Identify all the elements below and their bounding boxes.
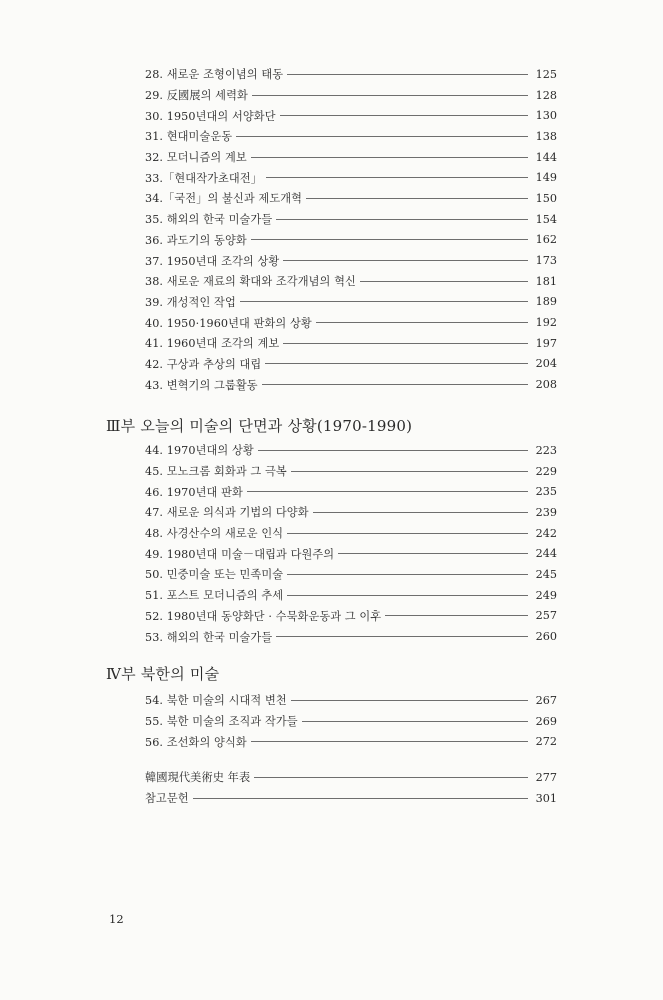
toc-entry-title: 44. 1970년대의 상황 [145,444,254,458]
toc-leader-line [247,491,528,492]
toc-entry-page-number: 244 [535,547,557,561]
toc-leader-line [306,198,528,199]
page-number: 12 [109,912,124,926]
toc-entry-title: 39. 개성적인 작업 [145,295,236,309]
toc-entry-page-number: 272 [535,735,557,749]
toc-leader-line [313,512,528,513]
toc-entry-page-number: 260 [535,630,557,644]
toc-entry-title: 韓國現代美術史 年表 [145,771,251,785]
toc-entry-title: 30. 1950년대의 서양화단 [145,109,276,123]
toc-leader-line [240,301,528,302]
toc-entry-page-number: 192 [535,316,557,330]
toc-entry-title: 34.「국전」의 불신과 제도개혁 [145,192,303,206]
toc-leader-line [276,219,528,220]
toc-entry-title: 42. 구상과 추상의 대립 [145,357,262,371]
toc-entry-page-number: 267 [535,693,557,707]
toc-entry-page-number: 242 [535,526,557,540]
toc-entry [145,147,557,168]
toc-leader-line [360,281,528,282]
toc-group-part3 [145,440,557,647]
toc-leader-line [338,553,528,554]
toc-entry-page-number: 269 [535,714,557,728]
toc-entry-page-number: 162 [535,233,557,247]
toc-entry-title: 55. 북한 미술의 조직과 작가들 [145,715,298,729]
toc-entry-page-number: 239 [535,505,557,519]
toc-leader-line [287,595,528,596]
toc-entry [145,461,557,482]
toc-entry [145,209,557,230]
toc-group-part2-continued [145,64,557,395]
toc-leader-line [251,239,528,240]
toc-leader-line [287,533,528,534]
part-heading-4: Ⅳ부 북한의 미술 [106,665,220,683]
toc-entry-title: 40. 1950·1960년대 판화의 상황 [145,316,312,330]
toc-entry [145,711,557,732]
toc-entry [145,188,557,209]
toc-entry-title: 43. 변혁기의 그룹활동 [145,378,258,392]
toc-leader-line [258,450,528,451]
toc-entry-page-number: 138 [535,129,557,143]
toc-leader-line [316,322,528,323]
toc-entry-title: 49. 1980년대 미술－대립과 다원주의 [145,547,335,561]
toc-leader-line [193,798,528,799]
toc-entry-title: 35. 해외의 한국 미술가들 [145,213,273,227]
toc-entry [145,250,557,271]
toc-leader-line [283,260,528,261]
toc-entry-page-number: 144 [535,150,557,164]
toc-entry [145,767,557,788]
toc-leader-line [302,721,528,722]
toc-entry-page-number: 154 [535,212,557,226]
toc-entry-page-number: 245 [535,567,557,581]
toc-entry [145,543,557,564]
toc-entry [145,64,557,85]
toc-entry [145,585,557,606]
toc-entry-page-number: 204 [535,357,557,371]
toc-leader-line [276,636,528,637]
toc-entry [145,690,557,711]
toc-entry-page-number: 150 [535,191,557,205]
toc-leader-line [291,471,528,472]
toc-entry [145,292,557,313]
toc-entry-page-number: 130 [535,109,557,123]
toc-entry-title: 29. 反國展의 세력화 [145,89,248,103]
toc-entry-title: 47. 새로운 의식과 기법의 다양화 [145,506,309,520]
toc-entry-page-number: 249 [535,588,557,602]
toc-entry [145,788,557,809]
toc-entry-page-number: 189 [535,295,557,309]
toc-entry-page-number: 128 [535,88,557,102]
toc-entry [145,626,557,647]
toc-leader-line [252,95,528,96]
toc-leader-line [280,115,528,116]
toc-entry [145,167,557,188]
toc-entry-page-number: 173 [535,254,557,268]
toc-entry-title: 28. 새로운 조형이념의 태동 [145,68,284,82]
toc-entry-page-number: 125 [535,67,557,81]
toc-entry-page-number: 208 [535,378,557,392]
toc-leader-line [251,741,528,742]
toc-entry-page-number: 149 [535,171,557,185]
toc-entry-title: 38. 새로운 재료의 확대와 조각개념의 혁신 [145,275,356,289]
toc-entry [145,333,557,354]
toc-group-appendix [145,767,557,808]
toc-leader-line [265,363,528,364]
toc-entry [145,523,557,544]
toc-entry [145,440,557,461]
toc-entry [145,126,557,147]
toc-leader-line [236,136,528,137]
toc-entry-page-number: 277 [535,770,557,784]
toc-entry-title: 45. 모노크롬 회화과 그 극복 [145,465,287,479]
toc-entry [145,481,557,502]
toc-entry-page-number: 229 [535,464,557,478]
toc-entry [145,564,557,585]
toc-entry [145,731,557,752]
toc-entry-title: 54. 북한 미술의 시대적 변천 [145,694,287,708]
toc-entry-page-number: 197 [535,336,557,350]
toc-entry-title: 51. 포스트 모더니즘의 추세 [145,589,284,603]
toc-leader-line [385,615,528,616]
toc-entry-title: 33.「현대작가초대전」 [145,171,263,185]
toc-entry [145,354,557,375]
toc-entry-title: 37. 1950년대 조각의 상황 [145,254,280,268]
toc-leader-line [291,700,528,701]
toc-entry-title: 참고문헌 [145,792,189,806]
toc-entry [145,312,557,333]
toc-leader-line [266,177,528,178]
toc-entry-page-number: 301 [535,791,557,805]
toc-leader-line [251,157,528,158]
toc-entry-title: 46. 1970년대 판화 [145,485,243,499]
toc-entry-title: 50. 민중미술 또는 민족미술 [145,568,284,582]
toc-entry-page-number: 181 [535,274,557,288]
toc-entry-page-number: 235 [535,485,557,499]
toc-entry [145,374,557,395]
toc-entry [145,105,557,126]
toc-leader-line [287,74,528,75]
toc-entry-title: 32. 모더니즘의 계보 [145,151,247,165]
toc-entry [145,502,557,523]
toc-entry-page-number: 223 [535,443,557,457]
toc-leader-line [283,343,528,344]
toc-entry-page-number: 257 [535,609,557,623]
toc-entry-title: 48. 사경산수의 새로운 인식 [145,527,284,541]
toc-entry-title: 31. 현대미술운동 [145,130,233,144]
toc-entry-title: 53. 해외의 한국 미술가들 [145,630,273,644]
toc-entry [145,230,557,251]
toc-entry-title: 52. 1980년대 동양화단 · 수묵화운동과 그 이후 [145,609,382,623]
toc-entry [145,85,557,106]
toc-group-part4 [145,690,557,752]
toc-entry [145,271,557,292]
toc-leader-line [287,574,528,575]
toc-entry [145,606,557,627]
toc-entry-title: 41. 1960년대 조각의 계보 [145,337,280,351]
toc-leader-line [262,384,528,385]
toc-leader-line [254,777,528,778]
toc-entry-title: 56. 조선화의 양식화 [145,735,247,749]
part-heading-3: Ⅲ부 오늘의 미술의 단면과 상황(1970-1990) [106,417,413,435]
toc-entry-title: 36. 과도기의 동양화 [145,233,247,247]
